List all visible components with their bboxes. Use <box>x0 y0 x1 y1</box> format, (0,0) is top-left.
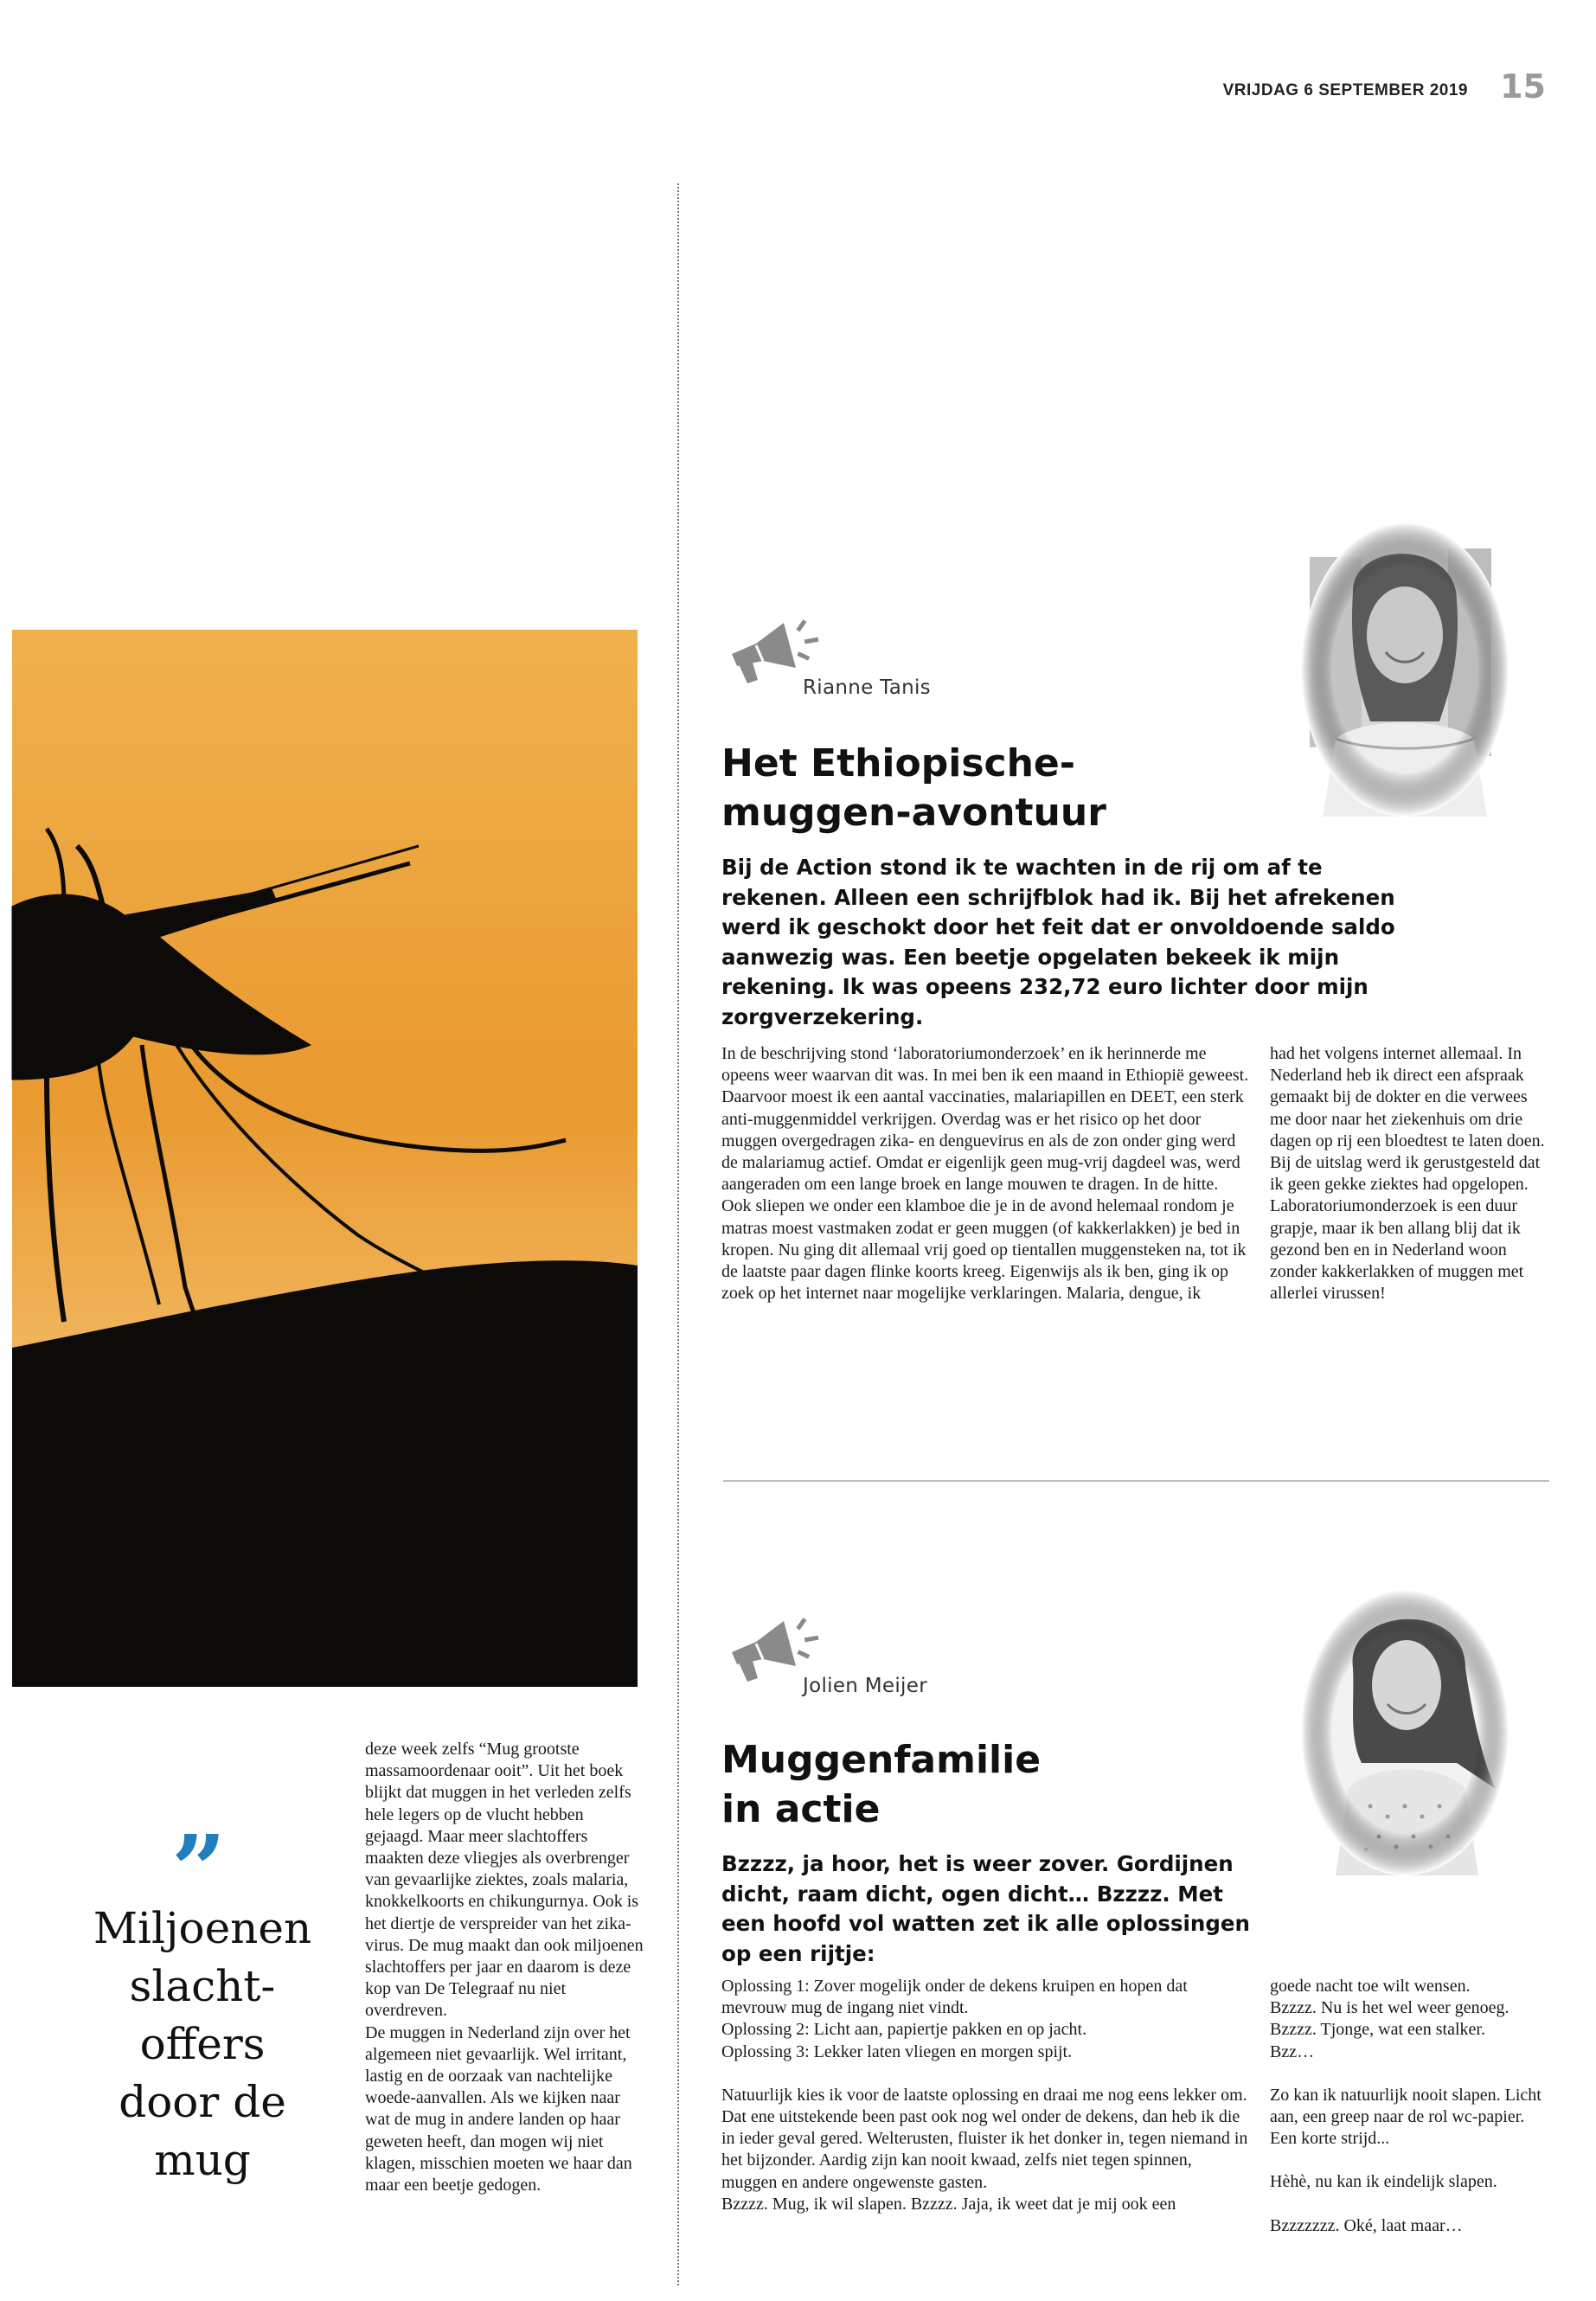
article1-lead: Bij de Action stond ik te wachten in de rij om af te rekenen. Alleen een schrijfblok had ik. Bij het afrekenen werd ik geschokt door het feit dat er onvoldoende saldo aanwezig was. Een beetje opgelaten bekeek ik mijn rekening. Ik was opeens 232,72 euro lichter door mijn zorgverzekering. <box>721 855 1395 1029</box>
svg-text:”: ” <box>171 1814 227 1926</box>
portrait-image <box>1301 1590 1509 1875</box>
left-column-text <box>365 1739 644 2196</box>
article2-title <box>721 1735 1258 1834</box>
article-separator <box>723 1480 1549 1482</box>
portrait-image <box>1301 522 1509 817</box>
article2-column-1 <box>721 1976 1251 2215</box>
pull-quote-line: Miljoenen <box>93 1903 312 1953</box>
pull-quote-line: door de <box>119 2077 286 2127</box>
author-photo-rianne <box>1301 522 1509 817</box>
article2-lead: Bzzzz, ja hoor, het is weer zover. Gordijnen dicht, raam dicht, ogen dicht… Bzzzz. Met een hoofd vol watten zet ik alle oplossingen op een rijtje: <box>721 1851 1250 1966</box>
article2-col2-text-a: goede nacht toe wilt wensen. Bzzzz. Nu is het wel weer genoeg. Bzzzz. Tjonge, wat een stalker. Bzz… <box>1270 1977 1509 2061</box>
issue-date: VRIJDAG 6 SEPTEMBER 2019 <box>1222 81 1468 99</box>
article1-col1-text: In de beschrijving stond ‘laboratoriumonderzoek’ en ik herinnerde me opeens weer waarvan dit was. In mei ben ik een maand in Ethiopië geweest. Daarvoor moest ik een aantal vaccinaties, malariapillen en DEET, een sterk anti-muggenmiddel verkrijgen. Overdag was er het risico op het door muggen overgedragen zika- en denguevirus en als de zon onder ging werd de malariamug actief. Omdat er eigenlijk geen mug-vrij dagdeel was, werd aangeraden om een lange broek en lange mouwen te dragen. In de hitte. Ook sliepen we onder een klamboe die je in de avond helemaal rondom je matras moest vastmaken zodat er geen muggen (of kakkerlakken) je bed in kropen. Nu ging dit allemaal vrij goed op tientallen muggensteken na, tot ik de laatste paar dagen flinke koorts kreeg. Eigenwijs als ik ben, ging ik op zoek op het internet naar mogelijke verklaringen. Malaria, dengue, ik <box>721 1044 1249 1304</box>
quote-icon <box>171 1814 232 1926</box>
megaphone-icon <box>721 593 818 689</box>
article1-column-2 <box>1270 1043 1548 1304</box>
mosquito-photo <box>12 630 638 1687</box>
article2-col2-text-b: Zo kan ik natuurlijk nooit slapen. Licht aan, een greep naar de rol wc-papier. Een korte strijd... <box>1270 2085 1542 2149</box>
article2-author: Jolien Meijer <box>803 1675 927 1697</box>
pull-quote <box>73 1900 332 2189</box>
pull-quote-line: slacht- <box>129 1961 276 2011</box>
author-photo-jolien <box>1301 1590 1509 1875</box>
left-column-paragraph: deze week zelfs “Mug grootste massamoordenaar ooit”. Uit het boek blijkt dat muggen in het verleden zelfs hele legers op de vlucht hebben gejaagd. Maar meer slachtoffers maakten deze vliegjes als overbrenger van gevaarlijke ziektes, zoals malaria, knokkelkoorts en chikungurnya. Ook is het diertje de verspreider van het zika-virus. De mug maakt dan ook miljoenen slachtoffers per jaar en daarom is deze kop van De Telegraaf nu niet overdreven. De muggen in Nederland zijn over het algemeen niet gevaarlijk. Wel irritant, lastig en de oorzaak van nachtelijke woede-aanvallen. Als we kijken naar wat de mug in andere landen op haar geweten heeft, dan mogen wij niet klagen, misschien moeten we haar dan maar een beetje gedogen. <box>365 1740 644 2195</box>
article1-title <box>721 739 1258 837</box>
article2-solutions-list: Oplossing 1: Zover mogelijk onder de dekens kruipen en hopen dat mevrouw mug de ingang niet vindt. Oplossing 2: Licht aan, papiertje pakken en op jacht. Oplossing 3: Lekker laten vliegen en morgen spijt. <box>721 1977 1188 2061</box>
article2-title-text: Muggenfamilie in actie <box>721 1738 1042 1831</box>
pull-quote-line: offers <box>139 2019 266 2069</box>
article1-col2-text: had het volgens internet allemaal. In Nederland heb ik direct een afspraak gemaakt bij de dokter en die verwees me door naar het ziekenhuis om drie dagen op rij een bloedtest te laten doen. Bij de uitslag werd ik gerustgesteld dat ik geen gekke ziektes had opgelopen. Laboratoriumonderzoek is een duur grapje, maar ik ben allang blij dat ik gezond ben en in Nederland woon zonder kakkerlakken of muggen met allerlei virussen! <box>1270 1044 1545 1304</box>
article1-author: Rianne Tanis <box>803 676 931 699</box>
article1-title-text: Het Ethiopische- muggen-avontuur <box>721 741 1106 835</box>
paragraph-spacer <box>1270 2150 1548 2171</box>
article2-col2-text-c: Hèhè, nu kan ik eindelijk slapen. <box>1270 2172 1497 2192</box>
column-divider <box>677 183 679 2285</box>
article2-col1-text: Natuurlijk kies ik voor de laatste oplossing en draai me nog eens lekker om. Dat ene uitstekende been past ook nog wel onder de dekens, dan heb ik die in ieder geval gered. Welterusten, fluister ik het donker in, tegen niemand in het bijzonder. Aardig zijn kan nooit kwaad, zelfs niet tegen spinnen, muggen en andere ongewenste gasten. Bzzzz. Mug, ik wil slapen. Bzzzz. Jaja, ik weet dat je mij ook een <box>721 2085 1248 2214</box>
paragraph-spacer <box>1270 2194 1548 2215</box>
paragraph-spacer <box>721 2063 1251 2085</box>
mosquito-silhouette-image <box>12 630 638 1687</box>
pull-quote-line: mug <box>154 2135 251 2185</box>
article2-column-2 <box>1270 1976 1548 2237</box>
article2-col2-text-d: Bzzzzzzz. Oké, laat maar… <box>1270 2215 1463 2235</box>
megaphone-icon <box>721 1592 818 1687</box>
article1-column-1 <box>721 1043 1251 1304</box>
paragraph-spacer <box>1270 2063 1548 2085</box>
page-number: 15 <box>1500 67 1546 106</box>
